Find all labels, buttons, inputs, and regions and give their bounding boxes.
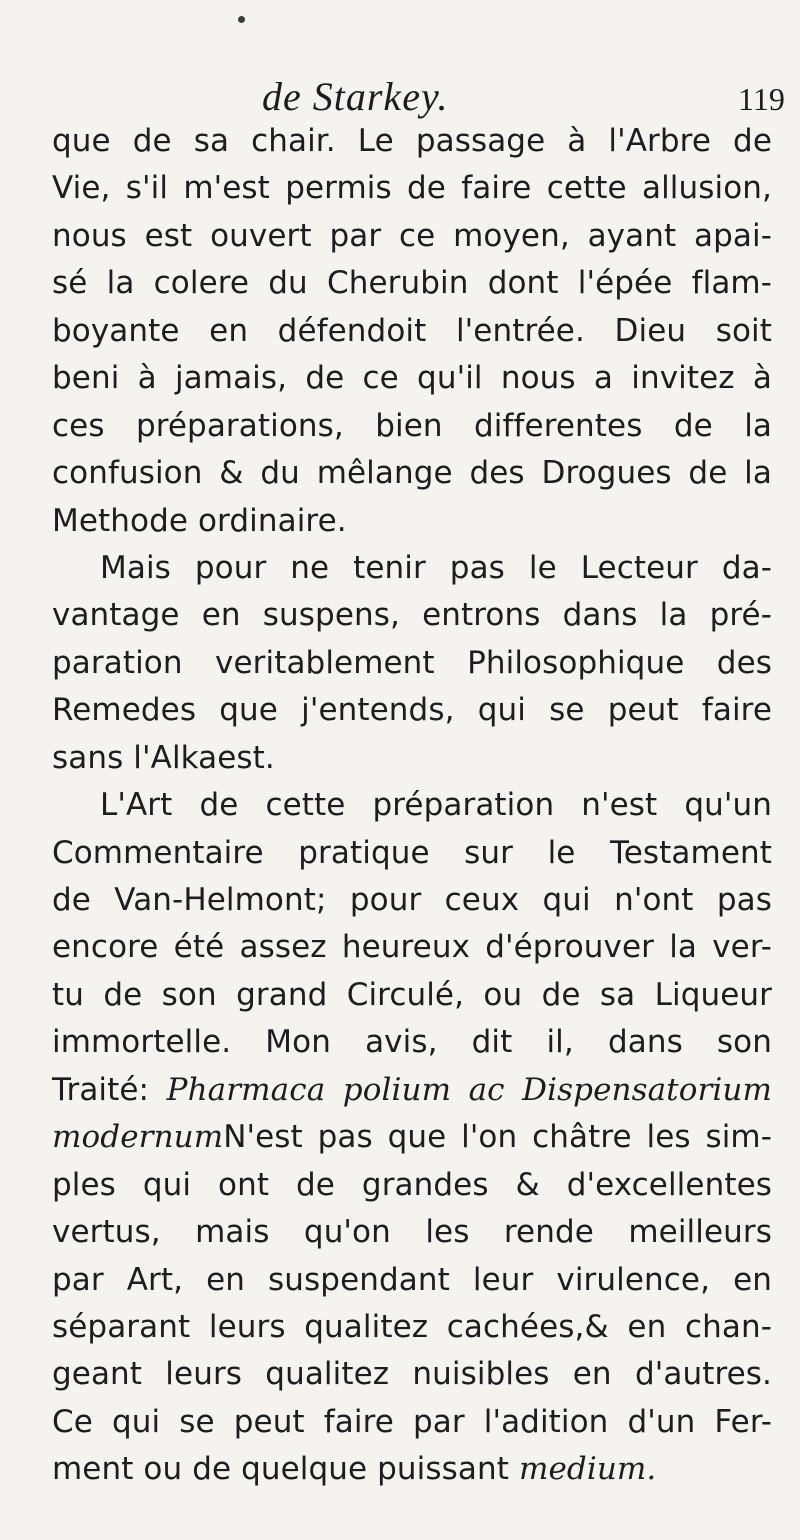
- medium-word: medium.: [518, 1451, 657, 1488]
- text-line: vantage en suspens, entrons dans la pré-: [52, 597, 772, 634]
- text-line: de Van-Helmont; pour ceux qui n'ont pas: [52, 882, 772, 918]
- text-line: encore été assez heureux d'éprouver la ver-: [52, 929, 772, 966]
- text-line: que de sa chair. Le passage à l'Arbre de: [52, 123, 772, 159]
- text-line: geant leurs qualitez nuisibles en d'autres.: [52, 1356, 772, 1393]
- text-line: beni à jamais, de ce qu'il nous a invitez à: [52, 360, 772, 397]
- text-line: Commentaire pratique sur le Testament: [52, 834, 772, 871]
- text-line: Ce qui se peut faire par l'adition d'un Fer-: [52, 1403, 772, 1440]
- text-line: ces préparations, bien differentes de la: [52, 407, 772, 444]
- text-line: sé la colere du Cherubin dont l'épée flam-: [52, 265, 772, 302]
- text-line: Mais pour ne tenir pas le Lecteur da-: [100, 549, 772, 586]
- text-line: boyante en défendoit l'entrée. Dieu soit: [52, 312, 772, 349]
- line-text: ment ou de quelque puissant: [52, 1451, 519, 1488]
- text-line: confusion & du mêlange des Drogues de la: [52, 455, 772, 492]
- body-text: [52, 118, 772, 1494]
- text-line: Remedes que j'entends, qui se peut faire: [52, 692, 772, 729]
- text-line: vertus, mais qu'on les rende meilleurs: [52, 1214, 772, 1251]
- book-title: Pharmaca polium ac Dispensatorium: [166, 1071, 772, 1108]
- ink-speck: [238, 16, 245, 23]
- running-head: [0, 74, 800, 124]
- text-line: [52, 1446, 772, 1493]
- text-line: sans l'Alkaest.: [52, 739, 275, 776]
- line-lead: Traité:: [52, 1071, 167, 1108]
- text-line: [52, 1114, 772, 1161]
- line-text: N'est pas que l'on châtre les sim-: [223, 1119, 772, 1156]
- book-title-continued: modernum: [52, 1119, 224, 1156]
- text-line: Methode ordinaire.: [52, 502, 347, 539]
- text-line: L'Art de cette préparation n'est qu'un: [100, 787, 772, 824]
- running-title: de Starkey.: [262, 74, 449, 119]
- text-line: Vie, s'il m'est permis de faire cette allusion,: [52, 170, 772, 207]
- page-number: 119: [738, 81, 785, 117]
- text-line: paration veritablement Philosophique des: [52, 644, 772, 681]
- text-line: séparant leurs qualitez cachées,& en chan-: [52, 1308, 772, 1345]
- text-line: tu de son grand Circulé, ou de sa Liqueur: [52, 976, 772, 1013]
- text-line: par Art, en suspendant leur virulence, en: [52, 1261, 772, 1298]
- text-line: immortelle. Mon avis, dit il, dans son: [52, 1024, 772, 1061]
- text-line: ples qui ont de grandes & d'excellentes: [52, 1166, 772, 1203]
- text-line: [52, 1067, 772, 1114]
- text-line: nous est ouvert par ce moyen, ayant apai-: [52, 217, 772, 254]
